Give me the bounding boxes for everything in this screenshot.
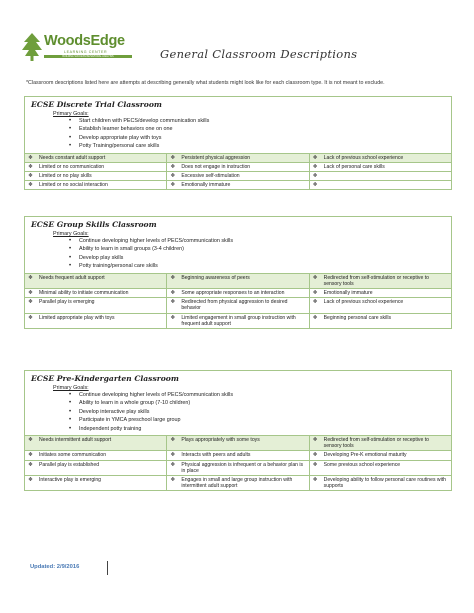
section-title: ECSE Pre-Kindergarten Classroom bbox=[31, 374, 179, 383]
header bbox=[20, 30, 460, 70]
diamond-bullet-icon: ❖ bbox=[28, 452, 33, 459]
footer-divider bbox=[107, 561, 108, 575]
table-row bbox=[25, 162, 452, 171]
table-cell: ❖ Interacts with peers and adults bbox=[167, 451, 309, 460]
table-cell: ❖ Emotionally immature bbox=[167, 181, 309, 190]
logo-tagline: BUILDING SUCCESS BEHAVIORAL ANALYSIS bbox=[62, 55, 114, 58]
table-cell: ❖ Limited or no play skills bbox=[25, 172, 167, 181]
woodsedge-logo bbox=[20, 32, 135, 66]
diamond-bullet-icon: ❖ bbox=[312, 154, 318, 161]
logo-tagline-bar bbox=[44, 55, 132, 58]
diamond-bullet-icon: ❖ bbox=[312, 437, 318, 444]
goals-list bbox=[69, 117, 445, 151]
goals-label: Primary Goals: bbox=[53, 231, 89, 237]
diamond-bullet-icon: ❖ bbox=[170, 452, 176, 459]
diamond-bullet-icon: ❖ bbox=[28, 290, 33, 297]
table-cell: ❖ Needs intermittent adult support bbox=[25, 436, 167, 451]
table-row bbox=[25, 153, 452, 162]
goal-item: • Continue developing higher levels of PECS/communication skills bbox=[69, 237, 445, 245]
diamond-bullet-icon: ❖ bbox=[170, 182, 176, 189]
diamond-bullet-icon: ❖ bbox=[28, 314, 33, 321]
table-cell: ❖ Needs constant adult support bbox=[25, 153, 167, 162]
table-cell: ❖ Redirected from physical aggression to desired behavior bbox=[167, 298, 309, 313]
table-cell: ❖ Needs frequent adult support bbox=[25, 273, 167, 288]
diamond-bullet-icon: ❖ bbox=[170, 314, 176, 321]
goal-item: • Establish learner behaviors one on one bbox=[69, 125, 445, 133]
diamond-bullet-icon: ❖ bbox=[28, 154, 33, 161]
diamond-bullet-icon: ❖ bbox=[170, 173, 176, 180]
traits-table bbox=[24, 435, 452, 491]
logo-name: WoodsEdge bbox=[44, 33, 125, 49]
table-cell: ❖ Limited or no social interaction bbox=[25, 181, 167, 190]
diamond-bullet-icon: ❖ bbox=[170, 163, 176, 170]
traits-table bbox=[24, 153, 452, 191]
table-row bbox=[25, 436, 452, 451]
table-row bbox=[25, 172, 452, 181]
table-cell: ❖ Engages in small and large group instruction with intermittent adult support bbox=[167, 476, 309, 491]
tree-icon bbox=[20, 32, 44, 62]
table-cell: ❖ Parallel play is emerging bbox=[25, 298, 167, 313]
table-cell: ❖ Does not engage in instruction bbox=[167, 162, 309, 171]
goals-label: Primary Goals: bbox=[53, 111, 89, 117]
diamond-bullet-icon: ❖ bbox=[312, 173, 318, 180]
diamond-bullet-icon: ❖ bbox=[312, 452, 318, 459]
section-discrete-trial bbox=[24, 96, 452, 190]
table-cell: ❖ Limited appropriate play with toys bbox=[25, 313, 167, 328]
goal-item: • Develop interactive play skills bbox=[69, 408, 445, 416]
table-cell: ❖ Limited engagement in small group instruction with frequent adult support bbox=[167, 313, 309, 328]
section-header bbox=[24, 370, 452, 435]
table-row bbox=[25, 313, 452, 328]
section-pre-kindergarten bbox=[24, 370, 452, 491]
logo-sub: LEARNING CENTER bbox=[64, 50, 108, 54]
goal-item: • Develop appropriate play with toys bbox=[69, 134, 445, 142]
diamond-bullet-icon: ❖ bbox=[170, 290, 176, 297]
diamond-bullet-icon: ❖ bbox=[28, 437, 33, 444]
table-row bbox=[25, 460, 452, 475]
diamond-bullet-icon: ❖ bbox=[28, 163, 33, 170]
table-row bbox=[25, 476, 452, 491]
page-title: General Classroom Descriptions bbox=[160, 47, 358, 61]
section-group-skills bbox=[24, 216, 452, 329]
table-cell: ❖ Some appropriate responses to an interaction bbox=[167, 289, 309, 298]
diamond-bullet-icon: ❖ bbox=[170, 461, 176, 468]
goal-item: • Participate in YMCA preschool large group bbox=[69, 416, 445, 424]
diamond-bullet-icon: ❖ bbox=[28, 173, 33, 180]
table-cell: ❖ Lack of personal care skills bbox=[309, 162, 451, 171]
table-cell bbox=[309, 172, 451, 181]
table-cell: ❖ Lack of previous school experience bbox=[309, 153, 451, 162]
table-cell: ❖ Beginning awareness of peers bbox=[167, 273, 309, 288]
diamond-bullet-icon: ❖ bbox=[312, 477, 318, 484]
table-cell: ❖ Beginning personal care skills bbox=[309, 313, 451, 328]
table-row bbox=[25, 289, 452, 298]
diamond-bullet-icon: ❖ bbox=[28, 461, 33, 468]
goal-item: • Start children with PECS/develop communication skills bbox=[69, 117, 445, 125]
table-cell: ❖ Developing Pre-K emotional maturity bbox=[309, 451, 451, 460]
table-cell: ❖ Emotionally immature bbox=[309, 289, 451, 298]
section-header bbox=[24, 216, 452, 273]
traits-table bbox=[24, 273, 452, 329]
diamond-bullet-icon: ❖ bbox=[170, 274, 176, 281]
table-cell: ❖ Interactive play is emerging bbox=[25, 476, 167, 491]
table-cell: ❖ Minimal ability to initiate communication bbox=[25, 289, 167, 298]
table-cell: ❖ Lack of previous school experience bbox=[309, 298, 451, 313]
diamond-bullet-icon: ❖ bbox=[28, 182, 33, 189]
goal-item: • Potty training/personal care skills bbox=[69, 262, 445, 270]
intro-note: *Classroom descriptions listed here are attempts at describing generally what students might look like for each classroom type. It is not meant to exclude. bbox=[26, 80, 385, 86]
table-cell: ❖ Initiates some communication bbox=[25, 451, 167, 460]
goals-list bbox=[69, 237, 445, 271]
diamond-bullet-icon: ❖ bbox=[28, 274, 33, 281]
goal-item: • Ability to learn in small groups (3-4 children) bbox=[69, 245, 445, 253]
diamond-bullet-icon: ❖ bbox=[312, 461, 318, 468]
diamond-bullet-icon: ❖ bbox=[312, 299, 318, 306]
table-cell: ❖ Redirected from self-stimulation or receptive to sensory tools bbox=[309, 273, 451, 288]
table-cell: ❖ Excessive self-stimulation bbox=[167, 172, 309, 181]
diamond-bullet-icon: ❖ bbox=[312, 290, 318, 297]
table-cell: ❖ Developing ability to follow personal care routines with supports bbox=[309, 476, 451, 491]
diamond-bullet-icon: ❖ bbox=[312, 163, 318, 170]
table-cell: ❖ Persistent physical aggression bbox=[167, 153, 309, 162]
diamond-bullet-icon: ❖ bbox=[170, 299, 176, 306]
diamond-bullet-icon: ❖ bbox=[170, 477, 176, 484]
goal-item: • Continue developing higher levels of PECS/communication skills bbox=[69, 391, 445, 399]
diamond-bullet-icon: ❖ bbox=[312, 314, 318, 321]
goal-item: • Ability to learn in a whole group (7-10 children) bbox=[69, 399, 445, 407]
table-row bbox=[25, 273, 452, 288]
goal-item: • Develop play skills bbox=[69, 254, 445, 262]
diamond-bullet-icon: ❖ bbox=[170, 154, 176, 161]
table-cell: ❖ Redirected from self-stimulation or receptive to sensory tools bbox=[309, 436, 451, 451]
table-row bbox=[25, 181, 452, 190]
table-row bbox=[25, 298, 452, 313]
section-header bbox=[24, 96, 452, 153]
diamond-bullet-icon: ❖ bbox=[312, 182, 318, 189]
table-cell: ❖ Plays appropriately with some toys bbox=[167, 436, 309, 451]
diamond-bullet-icon: ❖ bbox=[170, 437, 176, 444]
table-cell: ❖ Parallel play is established bbox=[25, 460, 167, 475]
goals-label: Primary Goals: bbox=[53, 385, 89, 391]
goal-item: • Potty Training/personal care skills bbox=[69, 142, 445, 150]
updated-date: Updated: 2/9/2016 bbox=[30, 564, 80, 570]
section-title: ECSE Discrete Trial Classroom bbox=[31, 100, 162, 109]
diamond-bullet-icon: ❖ bbox=[28, 477, 33, 484]
table-cell: ❖ Limited or no communication bbox=[25, 162, 167, 171]
section-title: ECSE Group Skills Classroom bbox=[31, 220, 157, 229]
table-cell bbox=[309, 181, 451, 190]
table-cell: ❖ Physical aggression is infrequent or a behavior plan is in place bbox=[167, 460, 309, 475]
diamond-bullet-icon: ❖ bbox=[312, 274, 318, 281]
table-row bbox=[25, 451, 452, 460]
diamond-bullet-icon: ❖ bbox=[28, 299, 33, 306]
goal-item: • Independent potty training bbox=[69, 425, 445, 433]
goals-list bbox=[69, 391, 445, 433]
table-cell: ❖ Some previous school experience bbox=[309, 460, 451, 475]
